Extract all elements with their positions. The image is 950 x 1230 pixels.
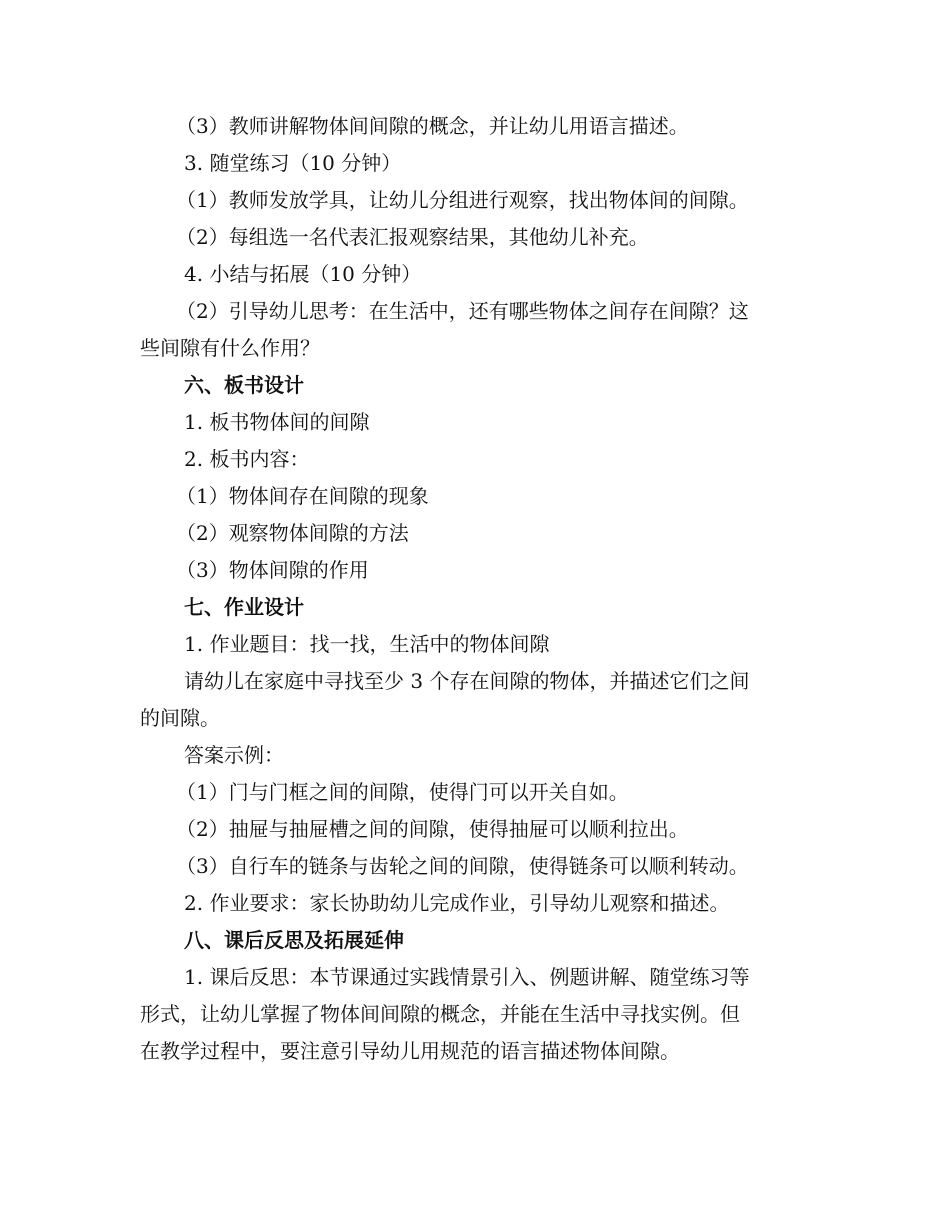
paragraph-line: 在教学过程中，要注意引导幼儿用规范的语言描述物体间隙。 <box>140 1039 680 1063</box>
paragraph-line: （2）每组选一名代表汇报观察结果，其他幼儿补充。 <box>176 225 649 249</box>
section-heading: 八、课后反思及拓展延伸 <box>184 928 404 952</box>
section-item: 3. 随堂练习（10 分钟） <box>184 151 402 175</box>
paragraph-line: 些间隙有什么作用？ <box>140 336 320 360</box>
document-body <box>140 108 810 1070</box>
section-item: 1. 课后反思：本节课通过实践情景引入、例题讲解、随堂练习等 <box>184 965 750 989</box>
section-item: 2. 板书内容： <box>184 447 310 471</box>
paragraph-line: （2）抽屉与抽屉槽之间的间隙，使得抽屉可以顺利拉出。 <box>176 817 689 841</box>
section-heading: 六、板书设计 <box>184 373 304 397</box>
section-item: 1. 作业题目：找一找，生活中的物体间隙 <box>184 632 550 656</box>
section-item: 2. 作业要求：家长协助幼儿完成作业，引导幼儿观察和描述。 <box>184 891 730 915</box>
paragraph-line: （2）引导幼儿思考：在生活中，还有哪些物体之间存在间隙？这 <box>176 299 749 323</box>
section-heading: 七、作业设计 <box>184 595 304 619</box>
paragraph-line: （3）教师讲解物体间间隙的概念，并让幼儿用语言描述。 <box>176 114 689 138</box>
paragraph-line: （1）物体间存在间隙的现象 <box>176 484 429 508</box>
paragraph-line: （2）观察物体间隙的方法 <box>176 521 409 545</box>
paragraph-line: 的间隙。 <box>140 706 220 730</box>
paragraph-line: （3）物体间隙的作用 <box>176 558 369 582</box>
paragraph-line: （1）门与门框之间的间隙，使得门可以开关自如。 <box>176 780 629 804</box>
section-item: 1. 板书物体间的间隙 <box>184 410 370 434</box>
paragraph-line: 形式，让幼儿掌握了物体间间隙的概念，并能在生活中寻找实例。但 <box>140 1002 740 1026</box>
section-item: 4. 小结与拓展（10 分钟） <box>184 262 422 286</box>
paragraph-line: 请幼儿在家庭中寻找至少 3 个存在间隙的物体，并描述它们之间 <box>184 669 750 693</box>
paragraph-line: （1）教师发放学具，让幼儿分组进行观察，找出物体间的间隙。 <box>176 188 749 212</box>
paragraph-line: （3）自行车的链条与齿轮之间的间隙，使得链条可以顺利转动。 <box>176 854 749 878</box>
paragraph-line: 答案示例： <box>184 743 284 767</box>
